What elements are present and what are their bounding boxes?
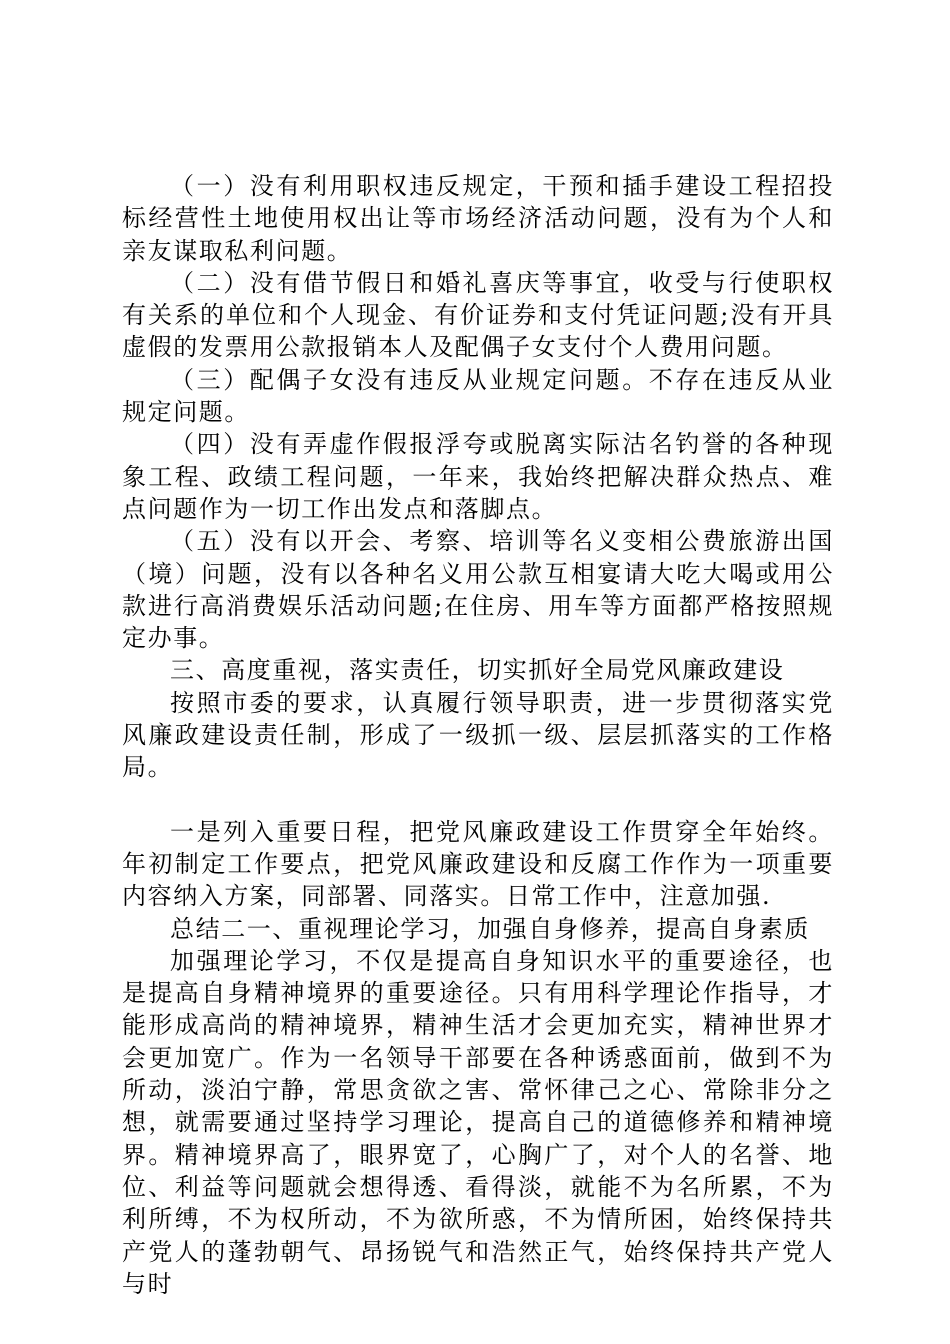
paragraph-responsibility: 按照市委的要求，认真履行领导职责，进一步贯彻落实党风廉政建设责任制，形成了一级抓一级、层层抓落实的工作格局。 — [122, 688, 834, 782]
paragraph-item-4: （四）没有弄虚作假报浮夸或脱离实际沽名钓誉的各种现象工程、政绩工程问题，一年来，我始终把解决群众热点、难点问题作为一切工作出发点和落脚点。 — [122, 430, 834, 523]
paragraph-item-1: （一）没有利用职权违反规定，干预和插手建设工程招投标经营性土地使用权出让等市场经济活动问题，没有为个人和亲友谋取私利问题。 — [122, 172, 834, 265]
section-heading-3: 三、高度重视，落实责任，切实抓好全局党风廉政建设 — [170, 656, 785, 685]
paragraph-item-2: （二）没有借节假日和婚礼喜庆等事宜，收受与行使职权有关系的单位和个人现金、有价证券和支付凭证问题;没有开具虚假的发票用公款报销本人及配偶子女支付个人费用问题。 — [122, 268, 834, 362]
paragraph-theory-study: 加强理论学习，不仅是提高自身知识水平的重要途径，也是提高自身精神境界的重要途径。只有用科学理论作指导，才能形成高尚的精神境界，精神生活才会更加充实，精神世界才会更加宽广。作为一名领导干部要在各种诱惑面前，做到不为所动，淡泊宁静，常思贪欲之害、常怀律己之心、常除非分之想，就需要通过坚持学习理论，提高自己的道德修养和精神境界。精神境界高了，眼界宽了，心胸广了，对个人的名誉、地位、利益等问题就会想得透、看得淡，就能不为名所累，不为利所缚，不为权所动，不为欲所惑，不为情所困，始终保持共产党人的蓬勃朝气、昂扬锐气和浩然正气，始终保持共产党人与时 — [122, 946, 834, 1298]
paragraph-schedule: 一是列入重要日程，把党风廉政建设工作贯穿全年始终。年初制定工作要点，把党风廉政建设和反腐工作作为一项重要内容纳入方案，同部署、同落实。日常工作中，注意加强. — [122, 817, 834, 911]
section-heading-summary-2: 总结二一、重视理论学习，加强自身修养，提高自身素质 — [170, 914, 810, 943]
paragraph-item-5: （五）没有以开会、考察、培训等名义变相公费旅游出国（境）问题，没有以各种名义用公款互相宴请大吃大喝或用公款进行高消费娱乐活动问题;在住房、用车等方面都严格按照规定办事。 — [122, 527, 834, 653]
paragraph-gap — [122, 784, 834, 816]
paragraph-item-3: （三）配偶子女没有违反从业规定问题。不存在违反从业规定问题。 — [122, 365, 834, 427]
document-page — [122, 170, 834, 1300]
